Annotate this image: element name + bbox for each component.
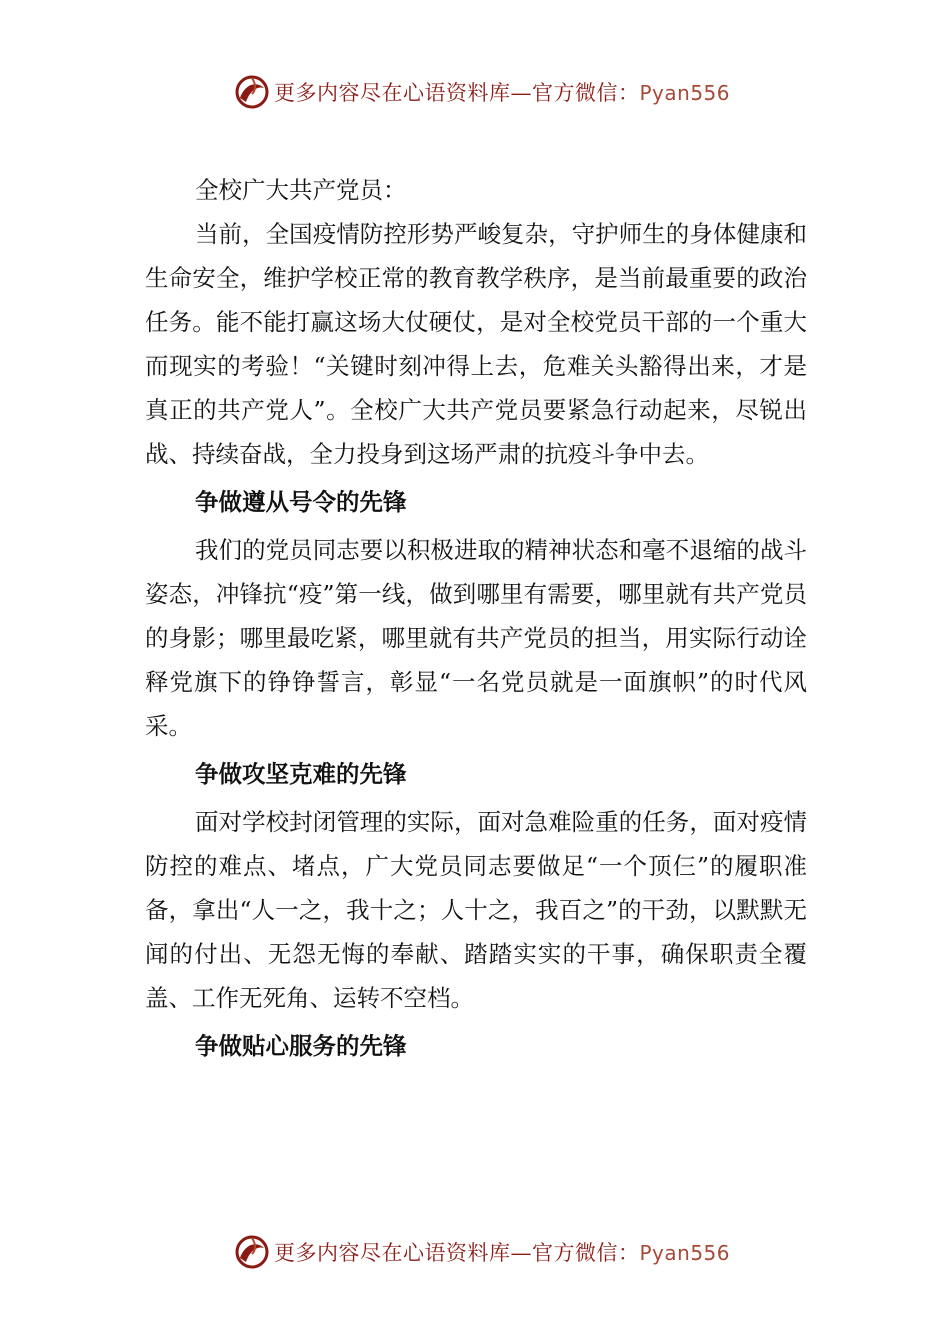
section-heading-3: 争做贴心服务的先锋 <box>195 1032 407 1060</box>
banner-text <box>274 77 730 107</box>
footer-banner <box>232 1232 752 1272</box>
section-heading-2: 争做攻坚克难的先锋 <box>195 760 407 788</box>
wechat-id: Pyan556 <box>639 81 731 105</box>
banner-label: 更多内容尽在心语资料库—官方微信： <box>274 1241 640 1265</box>
salutation: 全校广大共产党员： <box>195 176 407 204</box>
logo-icon <box>232 1232 272 1272</box>
section-body-1: 我们的党员同志要以积极进取的精神状态和毫不退缩的战斗姿态，冲锋抗“疫”第一线，做到哪里有需要，哪里就有共产党员的身影；哪里最吃紧，哪里就有共产党员的担当，用实际行动诠释党旗下的铮铮誓言，彰显“一名党员就是一面旗帜”的时代风采。 <box>145 536 807 740</box>
banner-label: 更多内容尽在心语资料库—官方微信： <box>274 81 640 105</box>
section-body-2: 面对学校封闭管理的实际，面对急难险重的任务，面对疫情防控的难点、堵点，广大党员同志要做足“一个顶仨”的履职准备，拿出“人一之，我十之；人十之，我百之”的干劲，以默默无闻的付出、无怨无悔的奉献、踏踏实实的干事，确保职责全覆盖、工作无死角、运转不空档。 <box>145 808 807 1012</box>
header-banner <box>232 72 752 112</box>
wechat-id: Pyan556 <box>639 1241 731 1265</box>
logo-icon <box>232 72 272 112</box>
banner-text <box>274 1237 730 1267</box>
intro-paragraph: 当前，全国疫情防控形势严峻复杂，守护师生的身体健康和生命安全，维护学校正常的教育教学秩序，是当前最重要的政治任务。能不能打赢这场大仗硬仗，是对全校党员干部的一个重大而现实的考验！“关键时刻冲得上去，危难关头豁得出来，才是真正的共产党人”。全校广大共产党员要紧急行动起来，尽锐出战、持续奋战，全力投身到这场严肃的抗疫斗争中去。 <box>145 220 807 468</box>
document-body <box>145 168 807 1072</box>
section-heading-1: 争做遵从号令的先锋 <box>195 488 407 516</box>
